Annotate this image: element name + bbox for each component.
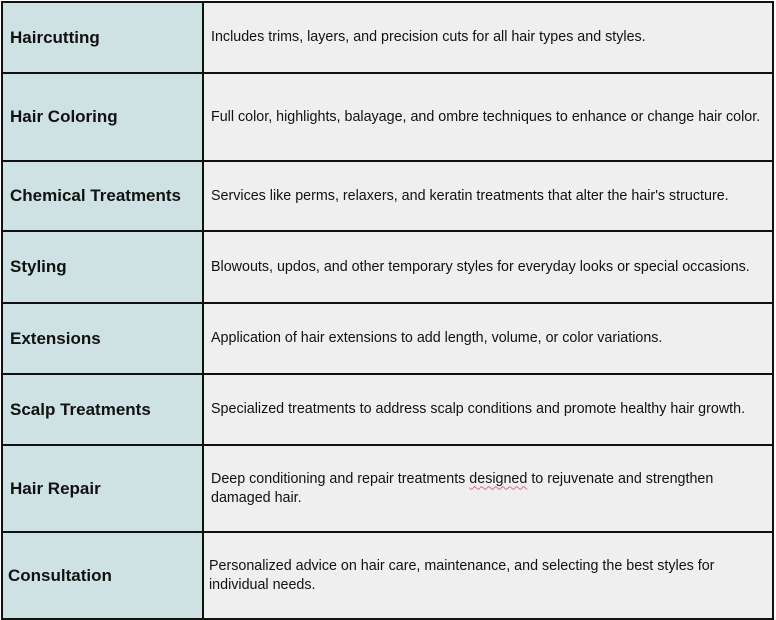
table-row <box>2 73 773 161</box>
service-name-cell[interactable]: Hair Coloring <box>2 73 203 161</box>
service-name-cell[interactable]: Styling <box>2 231 203 303</box>
description-text: Deep conditioning and repair treatments <box>211 470 470 487</box>
service-name-cell[interactable]: Extensions <box>2 303 203 374</box>
table-row <box>2 2 773 73</box>
service-description-cell[interactable]: Services like perms, relaxers, and keratin treatments that alter the hair's structure. <box>203 161 773 231</box>
table-row <box>2 161 773 231</box>
service-description-cell[interactable]: Personalized advice on hair care, maintenance, and selecting the best styles for individual needs. <box>203 532 773 619</box>
service-description-cell[interactable]: Full color, highlights, balayage, and ombre techniques to enhance or change hair color. <box>203 73 773 161</box>
service-description-cell[interactable]: Application of hair extensions to add length, volume, or color variations. <box>203 303 773 374</box>
service-description-cell[interactable] <box>203 445 773 532</box>
table-row <box>2 303 773 374</box>
service-name-cell[interactable]: Chemical Treatments <box>2 161 203 231</box>
table-row <box>2 445 773 532</box>
table-row <box>2 231 773 303</box>
service-name-cell[interactable]: Hair Repair <box>2 445 203 532</box>
service-description-cell[interactable]: Specialized treatments to address scalp conditions and promote healthy hair growth. <box>203 374 773 445</box>
spellcheck-flagged-word[interactable]: designed <box>469 470 528 487</box>
table-row <box>2 374 773 445</box>
service-name-cell[interactable]: Haircutting <box>2 2 203 73</box>
description-text: to rejuvenate and strengthen damaged hair. <box>211 470 714 506</box>
table-row <box>2 532 773 619</box>
service-name-cell[interactable]: Consultation <box>2 532 203 619</box>
service-description-cell[interactable]: Includes trims, layers, and precision cuts for all hair types and styles. <box>203 2 773 73</box>
services-table <box>1 1 774 620</box>
service-name-cell[interactable]: Scalp Treatments <box>2 374 203 445</box>
service-description-cell[interactable]: Blowouts, updos, and other temporary styles for everyday looks or special occasions. <box>203 231 773 303</box>
